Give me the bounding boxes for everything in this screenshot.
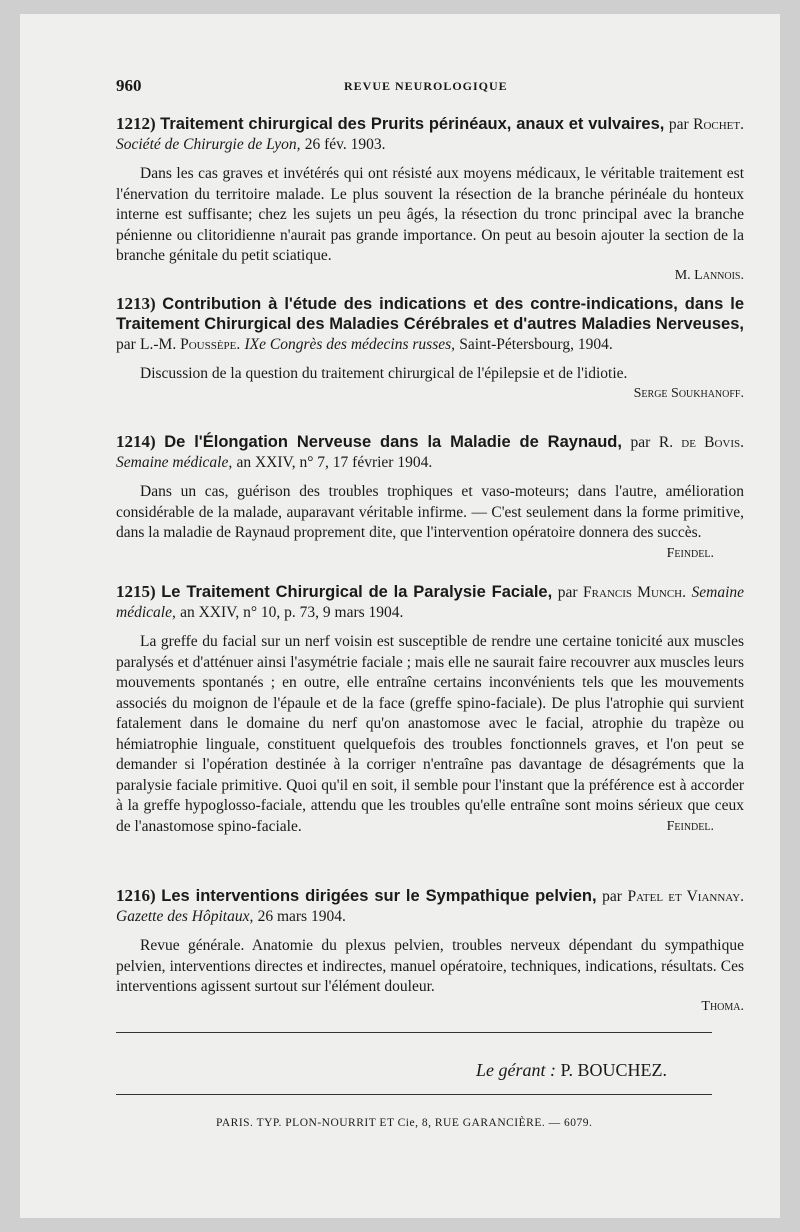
article-number: 1214) [116,432,156,451]
article-author: Francis Munch. [583,584,686,601]
article-date: 26 fév. 1903. [304,136,386,153]
article-by: par [630,434,651,451]
article-body [116,482,744,561]
article-date: an XXIV, n° 7, 17 février 1904. [236,454,433,471]
article-1213 [116,294,744,403]
article-author: R. de Bovis. [658,434,745,451]
page-header [116,76,736,96]
article-heading [116,114,744,154]
article-1215 [116,582,744,837]
article-1212 [116,114,744,285]
article-body-text: Dans un cas, guérison des troubles trophiques et vaso-moteurs; dans l'autre, amélioration considérable de la malade, auparavant véritable infirme. — C'est seulement dans la forme primitive, dans la maladie de Raynaud proprement dite, que l'intervention opératoire donnera des succès. [116,483,744,541]
divider-top [116,1032,712,1033]
article-1214 [116,432,744,564]
gerant-label: Le gérant : [476,1060,556,1080]
article-number: 1212) [116,114,156,133]
article-title: Les interventions dirigées sur le Sympathique pelvien, [161,887,597,905]
article-date: 26 mars 1904. [257,908,346,925]
article-journal: Semaine médicale, [116,454,233,471]
article-author: L.-M. Poussèpe. [140,336,241,353]
article-number: 1215) [116,582,156,601]
article-by: par [116,336,136,353]
article-title: Contribution à l'étude des indications et des contre-indications, dans le Traitement Chirurgical des Maladies Cérébrales et d'autres Maladies Nerveuses, [116,295,744,333]
article-title: Traitement chirurgical des Prurits périnéaux, anaux et vulvaires, [160,115,665,133]
article-by: par [557,584,578,601]
article-body [116,632,744,837]
gerant-line [476,1060,667,1081]
article-journal: Gazette des Hôpitaux, [116,908,254,925]
article-body: Revue générale. Anatomie du plexus pelvien, troubles nerveux dépendant du sympathique pelvien, interventions directes et indirectes, manuel opératoire, techniques, indications, résultats. Ces interventions agissent surtout sur l'élément douleur. [116,937,744,995]
article-number: 1216) [116,886,156,905]
article-author: Patel et Viannay. [627,888,745,905]
article-1216 [116,886,744,1016]
running-title: REVUE NEUROLOGIQUE [344,79,508,93]
article-body-text: La greffe du facial sur un nerf voisin est susceptible de rendre une certaine tonicité aux muscles paralysés et d'atténuer ainsi l'asymétrie faciale ; mais elle ne saurait faire recouvrer aux muscles leurs mouvements spontanés ; en outre, elle entraîne certains inconvénients tels que les mouvements associés du moignon de l'épaule et de la face (greffe spino-faciale). De plus l'atrophie qui survient fatalement dans le domaine du nerf qu'on anastomose avec le facial, atrophie du trapèze ou hémiatrophie linguale, constituent quelquefois des troubles fonctionnels graves, et l'on peut se demander si l'opération destinée à la corriger n'entraîne pas davantage de désagréments que la paralysie faciale primitive. Quoi qu'il en soit, il semble pour l'instant que la préférence est à accorder à la greffe hypoglosso-faciale, attendu que les troubles qu'elle entraîne sont moins sérieux que ceux de l'anastomose spino-faciale. [116,633,744,835]
gerant-name: P. BOUCHEZ. [560,1060,668,1080]
article-date: Saint-Pétersbourg, 1904. [459,336,613,353]
article-heading [116,582,744,622]
article-number: 1213) [116,294,156,313]
article-journal: Société de Chirurgie de Lyon, [116,136,301,153]
article-signature: Feindel. [666,545,714,561]
page-number: 960 [116,76,142,95]
divider-bottom [116,1094,712,1095]
article-date: an XXIV, n° 10, p. 73, 9 mars 1904. [180,604,404,621]
article-journal: Semaine médicale, [116,584,745,621]
printer-imprint: PARIS. TYP. PLON-NOURRIT ET Cie, 8, RUE GARANCIÈRE. — 6079. [216,1117,593,1129]
article-signature: Feindel. [666,818,714,834]
article-title: Le Traitement Chirurgical de la Paralysie Faciale, [161,583,553,601]
article-signature: Thoma. [701,998,744,1014]
article-heading [116,886,744,926]
article-body: Discussion de la question du traitement chirurgical de l'épilepsie et de l'idiotie. [140,365,628,382]
article-signature: M. Lannois. [674,267,744,283]
article-signature: Serge Soukhanoff. [633,385,744,401]
article-by: par [602,888,622,905]
article-journal: IXe Congrès des médecins russes, [244,336,456,353]
journal-page [20,14,780,1218]
article-title: De l'Élongation Nerveuse dans la Maladie de Raynaud, [164,433,622,451]
article-body: Dans les cas graves et invétérés qui ont résisté aux moyens médicaux, le véritable traitement est l'énervation du territoire malade. Le plus souvent la résection de la branche périnéale du honteux interne est suffisante; chez les sujets un peu âgés, la résection du tronc principal avec la branche pénienne ou clitoridienne n'aurait pas grande importance. On peut au besoin ajouter la section de la branche génitale du petit sciatique. [116,165,744,264]
article-by: par [668,116,689,133]
article-heading [116,294,744,354]
article-heading [116,432,744,472]
article-author: Rochet. [693,116,744,133]
